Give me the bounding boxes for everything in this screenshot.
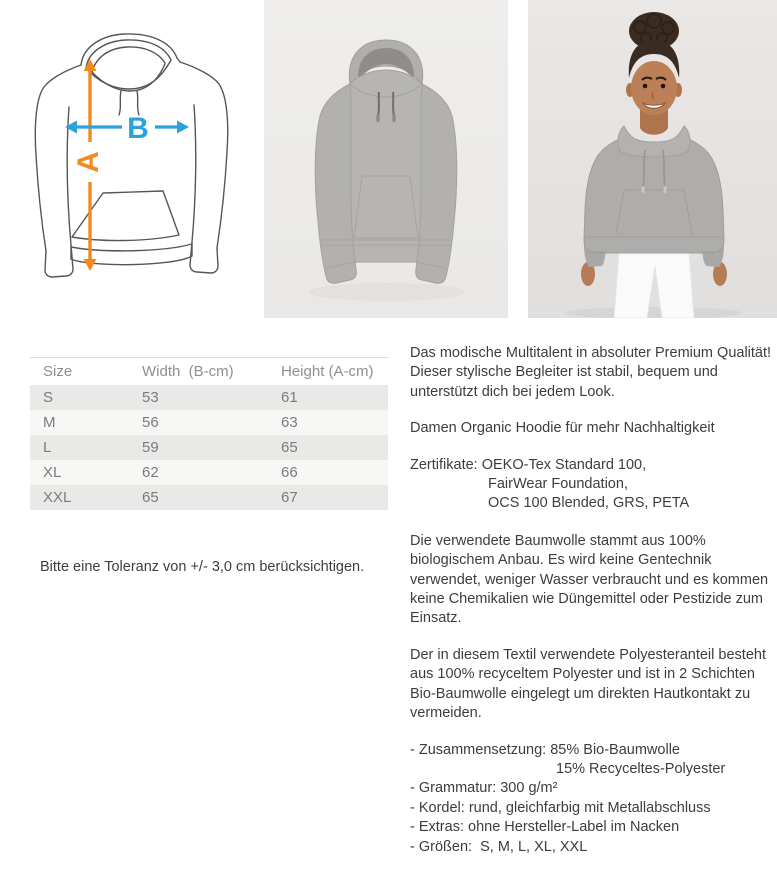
flat-left-sleeve bbox=[315, 84, 356, 283]
spec-item: - Kordel: rund, gleichfarbig mit Metallabschluss bbox=[410, 799, 711, 816]
spec-item: - Grammatur: 300 g/m² bbox=[410, 780, 558, 797]
header-height: Height (A-cm) bbox=[281, 363, 374, 380]
hoodie-flat-illustration bbox=[264, 0, 508, 318]
spec-item: - Extras: ohne Hersteller-Label im Nacken bbox=[410, 819, 680, 836]
product-specs-list bbox=[410, 741, 777, 857]
certificates-line: FairWear Foundation, bbox=[488, 476, 628, 493]
hoodie-measurement-diagram bbox=[28, 30, 240, 286]
cell-width: 59 bbox=[142, 439, 159, 456]
table-row bbox=[30, 385, 388, 410]
polyester-info: Der in diesem Textil verwendete Polyesteranteil besteht aus 100% recyceltem Polyester und ist in 2 Schichten Bio-Baumwolle eingelegt um direkten Hautkontakt zu vermeiden. bbox=[410, 646, 766, 722]
certificates-line: Zertifikate: OEKO-Tex Standard 100, bbox=[410, 456, 647, 473]
cell-width: 56 bbox=[142, 414, 159, 431]
hoodie-sketch-svg bbox=[28, 30, 240, 286]
cell-height: 67 bbox=[281, 489, 298, 506]
table-row bbox=[30, 410, 388, 435]
spec-item: - Größen: S, M, L, XL, XXL bbox=[410, 838, 588, 855]
product-photo-model bbox=[528, 0, 777, 318]
certificates-line: OCS 100 Blended, GRS, PETA bbox=[488, 495, 690, 512]
size-chart bbox=[30, 357, 388, 510]
header-size: Size bbox=[43, 363, 73, 380]
product-photo-flat bbox=[264, 0, 508, 318]
arrow-b-head-left bbox=[65, 121, 77, 134]
table-row bbox=[30, 435, 388, 460]
spec-item: 15% Recyceltes-Polyester bbox=[556, 760, 726, 777]
header-width: Width (B-cm) bbox=[142, 363, 234, 380]
cell-height: 65 bbox=[281, 439, 298, 456]
cell-width: 65 bbox=[142, 489, 159, 506]
product-description bbox=[410, 344, 777, 857]
cell-width: 62 bbox=[142, 464, 159, 481]
spec-item: - Zusammensetzung: 85% Bio-Baumwolle bbox=[410, 741, 680, 758]
size-chart-table bbox=[30, 357, 388, 510]
cell-size: XXL bbox=[43, 489, 72, 506]
table-row bbox=[30, 485, 388, 510]
table-row bbox=[30, 460, 388, 485]
certificates-block bbox=[410, 456, 777, 514]
cell-size: S bbox=[43, 389, 54, 406]
measurement-label-b: B bbox=[127, 112, 149, 145]
flat-right-sleeve bbox=[416, 84, 457, 283]
cell-size: M bbox=[43, 414, 56, 431]
cell-size: XL bbox=[43, 464, 62, 481]
measurement-label-a: A bbox=[71, 151, 105, 173]
hoodie-outline bbox=[35, 34, 227, 277]
cell-height: 61 bbox=[281, 389, 298, 406]
hoodie-model-illustration bbox=[528, 0, 777, 318]
arrow-b-head-right bbox=[177, 121, 189, 134]
description-subtitle: Damen Organic Hoodie für mehr Nachhaltigkeit bbox=[410, 420, 715, 437]
cell-width: 53 bbox=[142, 389, 159, 406]
description-intro: Das modische Multitalent in absoluter Premium Qualität! Dieser stylische Begleiter ist stabil, bequem und unterstützt dich bei jedem Look. bbox=[410, 345, 772, 400]
cell-size: L bbox=[43, 439, 52, 456]
arrow-a-head-bottom bbox=[84, 259, 97, 271]
cell-height: 66 bbox=[281, 464, 298, 481]
cotton-info: Die verwendete Baumwolle stammt aus 100% biologischem Anbau. Es wird keine Gentechnik verwendet, weniger Wasser verbraucht und es kommen keine Chemikalien wie Düngemittel oder Pestizide zum Einsatz. bbox=[410, 532, 769, 627]
size-chart-header-row bbox=[30, 358, 388, 386]
tolerance-note: Bitte eine Toleranz von +/- 3,0 cm berücksichtigen. bbox=[40, 559, 365, 575]
cell-height: 63 bbox=[281, 414, 298, 431]
